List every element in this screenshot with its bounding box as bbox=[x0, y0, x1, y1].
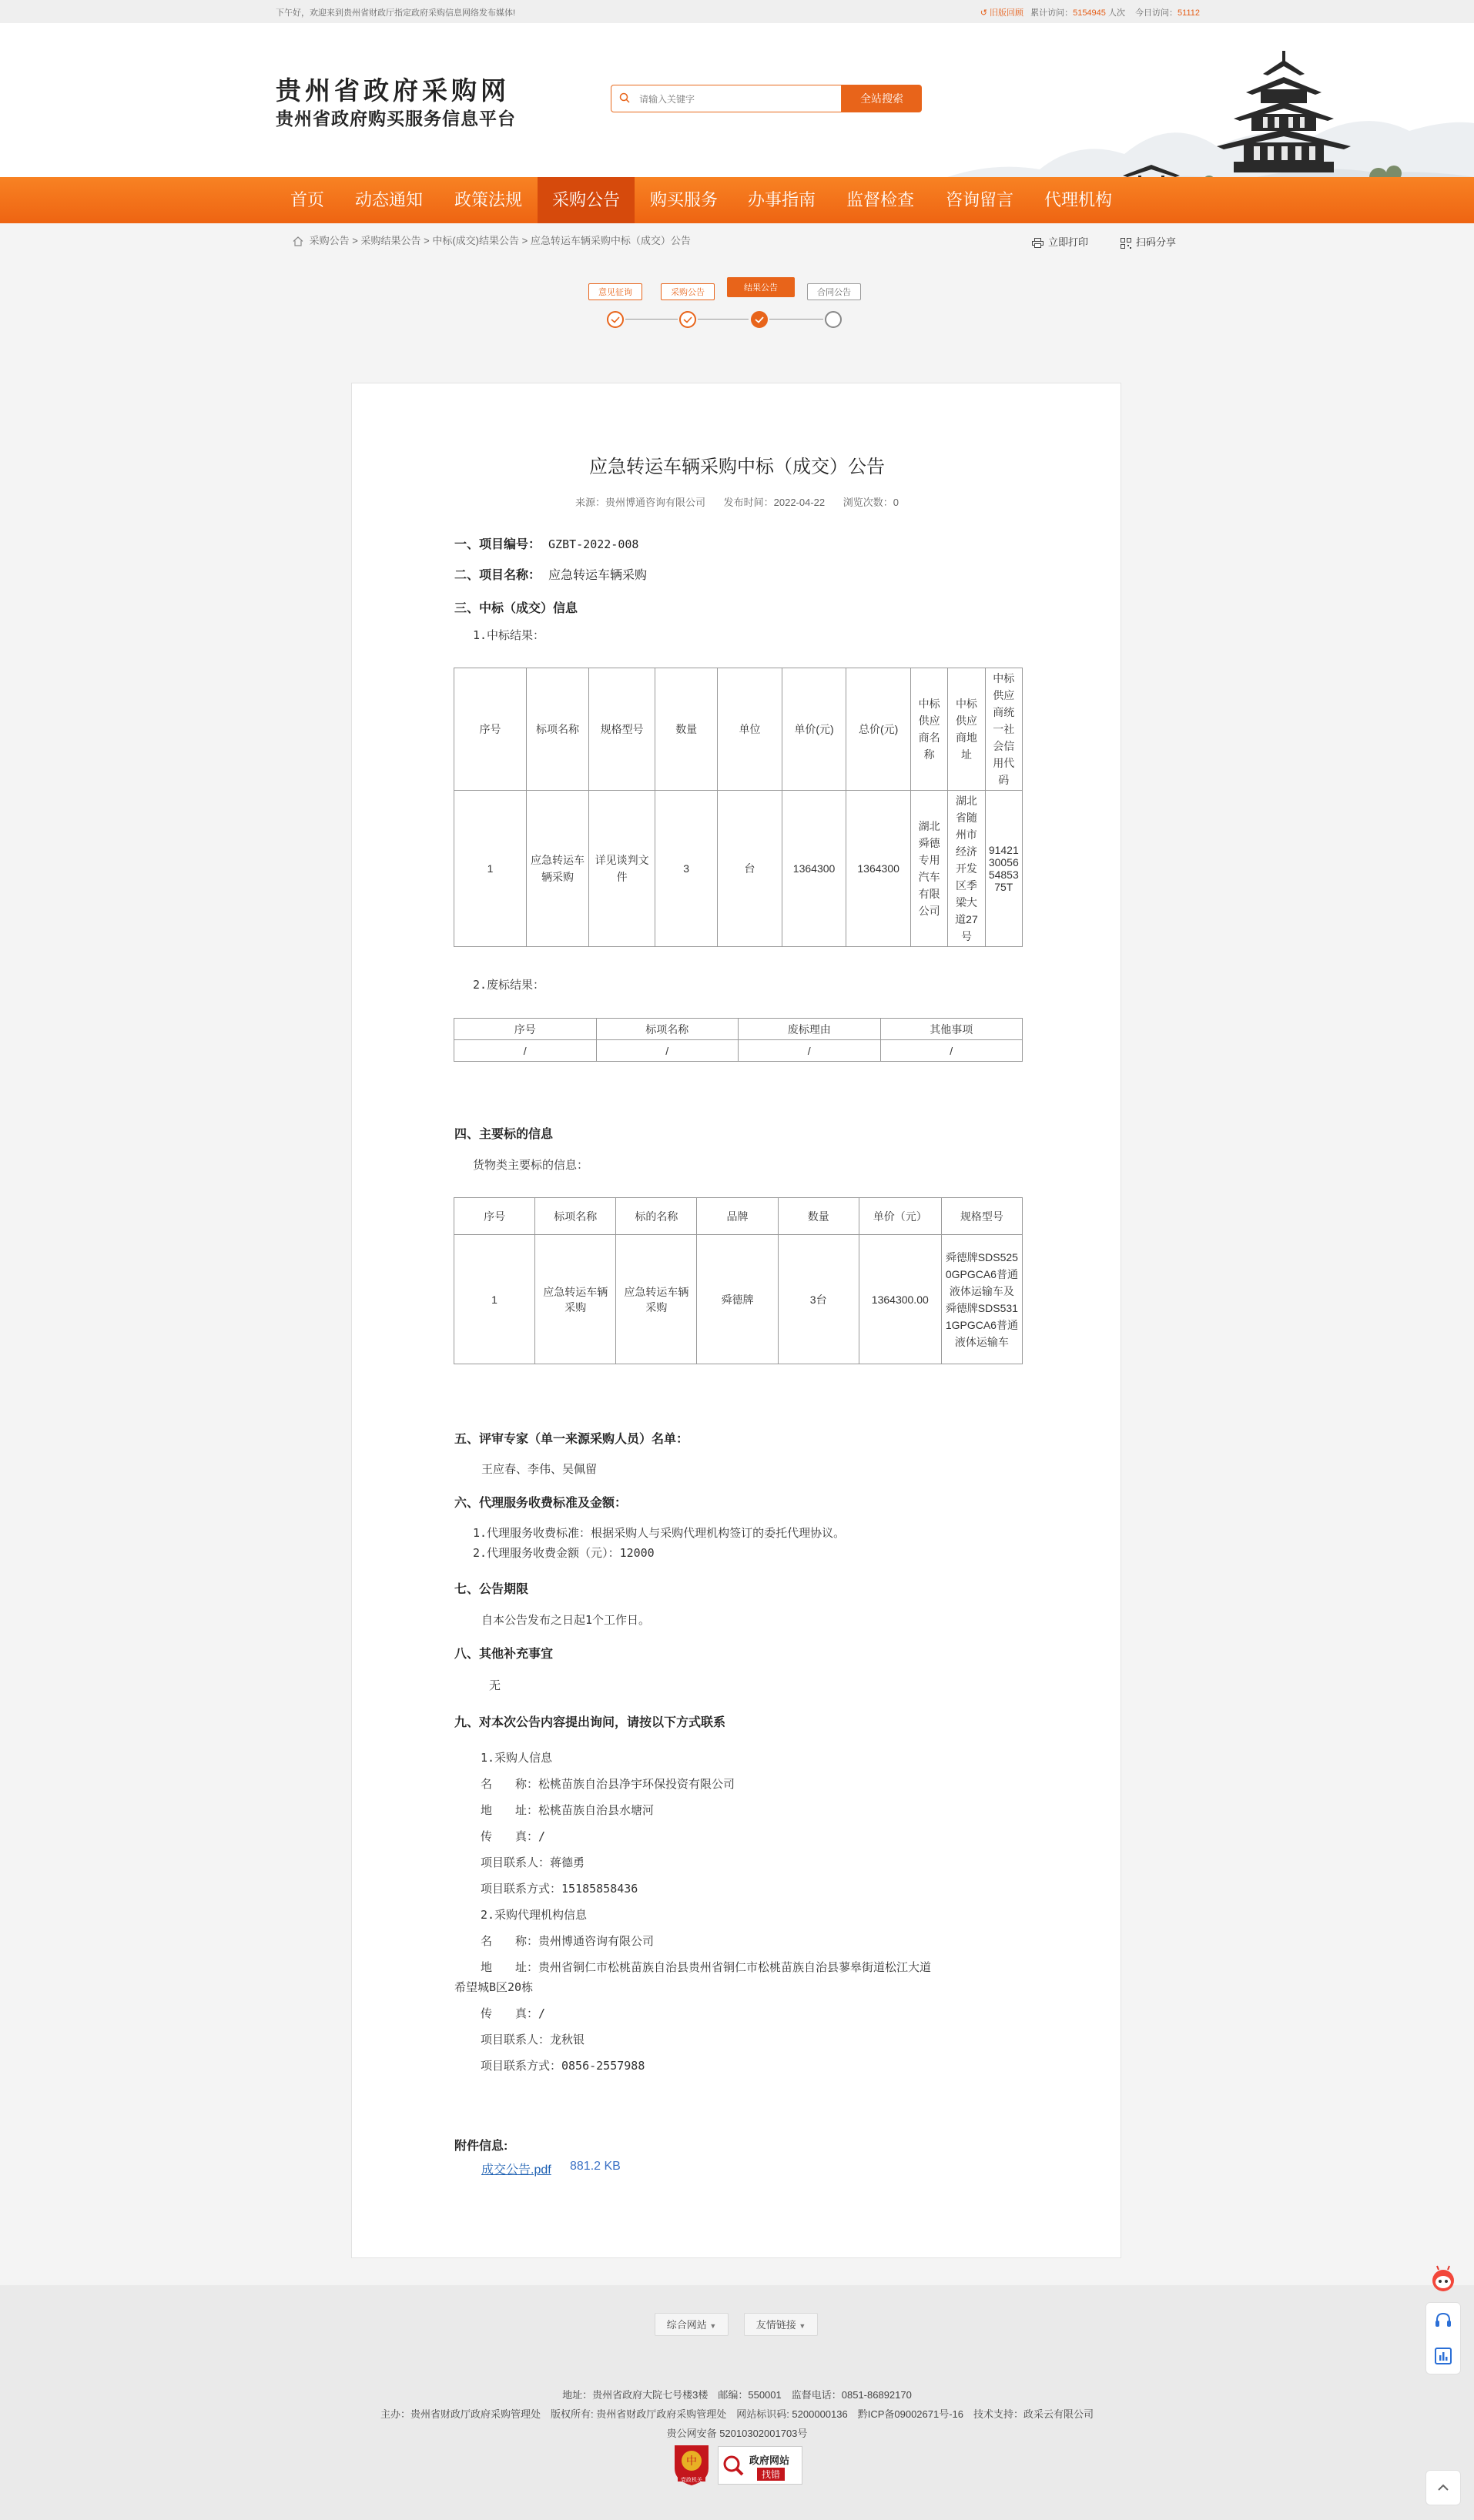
table-header-cell: 总价(元) bbox=[846, 668, 911, 791]
table-header-cell: 标项名称 bbox=[535, 1198, 616, 1235]
breadcrumb-item[interactable]: 中标(成交)结果公告 bbox=[432, 235, 520, 246]
purchaser-contact-person: 项目联系人：蒋德勇 bbox=[481, 1856, 585, 1869]
refresh-icon: ↺ bbox=[980, 8, 987, 18]
site-footer bbox=[0, 2285, 1474, 2520]
article-title: 应急转运车辆采购中标（成交）公告 bbox=[589, 457, 885, 477]
chevron-down-icon: ▼ bbox=[709, 2322, 717, 2330]
robot-icon[interactable] bbox=[1429, 2265, 1457, 2293]
section-award-info: 三、中标（成交）信息 bbox=[454, 602, 578, 615]
nav-item-policies[interactable]: 政策法规 bbox=[454, 190, 522, 209]
agency-fax: 传 真：/ bbox=[481, 2006, 546, 2020]
report-error-badge[interactable] bbox=[718, 2446, 802, 2485]
nav-item-agencies[interactable]: 代理机构 bbox=[1044, 190, 1112, 209]
table-header-cell: 单位 bbox=[718, 668, 782, 791]
breadcrumb-current: 应急转运车辆采购中标（成交）公告 bbox=[530, 235, 691, 246]
table-header-cell: 规格型号 bbox=[589, 668, 655, 791]
attachment-link[interactable]: 成交公告.pdf bbox=[481, 2164, 551, 2177]
table-row bbox=[454, 1040, 1023, 1062]
attachment-size: 881.2 KB bbox=[570, 2160, 621, 2173]
table-header-row bbox=[454, 1198, 1023, 1235]
nav-item-notices[interactable]: 动态通知 bbox=[354, 190, 423, 209]
badge2-bottom: 找错 bbox=[757, 2468, 785, 2481]
total-visits-label: 累计访问： bbox=[1030, 8, 1074, 18]
search-button[interactable]: 全站搜索 bbox=[842, 85, 922, 112]
select-value: 友情链接 bbox=[755, 2319, 796, 2331]
step-check-icon bbox=[607, 311, 624, 328]
failed-bid-table bbox=[454, 1018, 1023, 1062]
footer-police-record: 贵公网安备 52010302001703号 bbox=[666, 2428, 808, 2439]
table-cell: 1364300 bbox=[846, 791, 911, 947]
step-result[interactable]: 结果公告 bbox=[727, 277, 795, 297]
section-contact: 九、对本次公告内容提出询问，请按以下方式联系 bbox=[454, 1716, 726, 1729]
award-result-table bbox=[454, 668, 1023, 947]
today-visits-count: 51112 bbox=[1178, 8, 1200, 18]
article-meta bbox=[352, 494, 1122, 509]
table-header-cell: 序号 bbox=[454, 668, 527, 791]
table-header-cell: 数量 bbox=[778, 1198, 859, 1235]
table-cell: 湖北省随州市经济开发区季梁大道27号 bbox=[948, 791, 985, 947]
table-header-cell: 其他事项 bbox=[880, 1019, 1023, 1040]
table-cell: / bbox=[454, 1040, 597, 1062]
experts-list: 王应春、李伟、吴佩留 bbox=[481, 1462, 598, 1476]
purchaser-fax: 传 真：/ bbox=[481, 1829, 546, 1843]
project-number: GZBT-2022-008 bbox=[548, 537, 639, 551]
total-visits-count: 5154945 bbox=[1073, 8, 1106, 18]
table-cell: 舜德牌SDS5250GPGCA6普通液体运输车及舜德牌SDS5311GPGCA6普通液体运输车 bbox=[941, 1235, 1022, 1364]
table-cell: / bbox=[739, 1040, 881, 1062]
table-cell: 湖北舜德专用汽车有限公司 bbox=[910, 791, 947, 947]
agency-name: 名 称：贵州博通咨询有限公司 bbox=[481, 1934, 655, 1948]
table-header-cell: 中标供应商名称 bbox=[910, 668, 947, 791]
site-header bbox=[0, 23, 1474, 177]
top-bar bbox=[0, 0, 1474, 23]
article-source: 来源：贵州博通咨询有限公司 bbox=[575, 497, 706, 508]
breadcrumb-separator: > bbox=[352, 235, 358, 246]
table-header-row bbox=[454, 1019, 1023, 1040]
share-button[interactable] bbox=[1121, 234, 1176, 249]
section-experts: 五、评审专家（单一来源采购人员）名单： bbox=[454, 1433, 689, 1446]
step-check-icon bbox=[751, 311, 768, 328]
breadcrumb-item[interactable]: 采购结果公告 bbox=[360, 235, 421, 246]
step-connector bbox=[698, 319, 749, 320]
footer-copyright: 主办：贵州省财政厅政府采购管理处 版权所有: 贵州省财政厅政府采购管理处 网站标识码: 5200000136 黔ICP备09002671号-16 技术支持：政采云有限公司 bbox=[380, 2408, 1094, 2420]
section-agency-fee: 六、代理服务收费标准及金额： bbox=[454, 1497, 628, 1510]
section-label: 二、项目名称： bbox=[454, 569, 541, 582]
agency-address: 地 址：贵州省铜仁市松桃苗族自治县贵州省铜仁市松桃苗族自治县蓼皋街道松江大道 bbox=[481, 1960, 932, 1974]
table-cell: 应急转运车辆采购 bbox=[527, 791, 589, 947]
magnifier-icon bbox=[722, 2454, 745, 2477]
floating-toolbar bbox=[1425, 2302, 1461, 2374]
purchaser-address: 地 址：松桃苗族自治县水塘河 bbox=[481, 1803, 655, 1817]
table-header-row bbox=[454, 668, 1023, 791]
table-header-cell: 废标理由 bbox=[739, 1019, 881, 1040]
back-to-top-button[interactable] bbox=[1425, 2470, 1461, 2505]
table-cell: 1 bbox=[454, 791, 527, 947]
section-main-goods: 四、主要标的信息 bbox=[454, 1128, 554, 1141]
project-name: 应急转运车辆采购 bbox=[548, 569, 648, 582]
other-matters-text: 无 bbox=[489, 1678, 501, 1692]
agency-phone: 项目联系方式：0856-2557988 bbox=[481, 2059, 645, 2073]
step-announcement[interactable]: 采购公告 bbox=[661, 283, 715, 300]
goods-info-label: 货物类主要标的信息： bbox=[473, 1158, 589, 1172]
pagoda-illustration bbox=[947, 46, 1474, 177]
search-icon bbox=[619, 92, 630, 103]
headset-icon[interactable] bbox=[1433, 2311, 1453, 2331]
main-nav bbox=[0, 177, 1474, 223]
agency-fee-amount: 2.代理服务收费金额（元）：12000 bbox=[473, 1546, 655, 1560]
main-goods-table bbox=[454, 1197, 1023, 1364]
table-cell: 舜德牌 bbox=[697, 1235, 778, 1364]
visits-unit: 人次 bbox=[1107, 8, 1125, 18]
agency-fee-standard: 1.代理服务收费标准：根据采购人与采购代理机构签订的委托代理协议。 bbox=[473, 1526, 846, 1540]
party-government-badge[interactable] bbox=[673, 2442, 710, 2487]
table-cell: 1364300 bbox=[782, 791, 846, 947]
step-consultation[interactable]: 意见征询 bbox=[588, 283, 642, 300]
breadcrumb-separator: > bbox=[521, 235, 528, 246]
table-cell: / bbox=[596, 1040, 739, 1062]
qrcode-icon bbox=[1121, 238, 1131, 249]
table-header-cell: 数量 bbox=[655, 668, 718, 791]
table-cell: 应急转运车辆采购 bbox=[535, 1235, 616, 1364]
badge2-top: 政府网站 bbox=[749, 2455, 790, 2466]
step-contract[interactable]: 合同公告 bbox=[807, 283, 861, 300]
site-title[interactable]: 贵州省政府采购网 bbox=[276, 76, 510, 105]
badge1-text: 党政机关 bbox=[681, 2478, 702, 2483]
old-version-link[interactable]: 旧版回顾 bbox=[990, 8, 1024, 18]
table-row bbox=[454, 791, 1023, 947]
home-icon[interactable] bbox=[293, 236, 303, 246]
purchaser-phone: 项目联系方式：15185858436 bbox=[481, 1882, 638, 1896]
section-label: 一、项目编号： bbox=[454, 538, 541, 551]
search-input[interactable] bbox=[638, 91, 833, 108]
table-cell: 应急转运车辆采购 bbox=[616, 1235, 697, 1364]
table-cell: 1 bbox=[454, 1235, 535, 1364]
print-label: 立即打印 bbox=[1048, 236, 1089, 248]
table-header-cell: 中标供应商统一社会信用代码 bbox=[985, 668, 1022, 791]
today-visits-label: 今日访问： bbox=[1135, 8, 1178, 18]
purchaser-name: 名 称：松桃苗族自治县净宇环保投资有限公司 bbox=[481, 1777, 735, 1791]
table-header-cell: 标项名称 bbox=[596, 1019, 739, 1040]
arrow-up-icon bbox=[1435, 2480, 1451, 2495]
article-views: 浏览次数：0 bbox=[843, 497, 899, 508]
table-header-cell: 标项名称 bbox=[527, 668, 589, 791]
agency-contact-person: 项目联系人：龙秋银 bbox=[481, 2033, 585, 2046]
site-subtitle: 贵州省政府购买服务信息平台 bbox=[276, 109, 516, 129]
nav-item-consult[interactable]: 咨询留言 bbox=[945, 190, 1013, 209]
table-header-cell: 中标供应商地址 bbox=[948, 668, 985, 791]
purchaser-info-title: 1.采购人信息 bbox=[481, 1751, 553, 1765]
attachment-title: 附件信息: bbox=[454, 2140, 508, 2153]
nav-item-procurement[interactable]: 采购公告 bbox=[538, 177, 635, 223]
print-button[interactable] bbox=[1032, 234, 1088, 249]
search-box bbox=[611, 85, 842, 112]
table-header-cell: 单价(元) bbox=[782, 668, 846, 791]
table-cell: 台 bbox=[718, 791, 782, 947]
agency-address-cont: 希望城B区20栋 bbox=[454, 1980, 534, 1994]
table-cell: 详见谈判文件 bbox=[589, 791, 655, 947]
nav-item-services[interactable]: 购买服务 bbox=[649, 190, 718, 209]
nav-item-supervision[interactable]: 监督检查 bbox=[846, 190, 914, 209]
section-project-name bbox=[454, 565, 647, 583]
notice-period-text: 自本公告发布之日起1个工作日。 bbox=[481, 1613, 651, 1627]
section-notice-period: 七、公告期限 bbox=[454, 1583, 529, 1596]
announcement-article bbox=[351, 383, 1121, 2258]
welcome-text: 下午好，欢迎来到贵州省财政厅指定政府采购信息网络发布媒体! bbox=[276, 8, 516, 18]
article-date: 发布时间：2022-04-22 bbox=[723, 497, 826, 508]
table-header-cell: 序号 bbox=[454, 1019, 597, 1040]
step-connector bbox=[769, 319, 823, 320]
table-cell: 3 bbox=[655, 791, 718, 947]
top-bar-stats bbox=[980, 6, 1200, 18]
table-cell: 91421300565485375T bbox=[985, 791, 1022, 947]
section-project-number bbox=[454, 534, 638, 552]
friendly-links-select[interactable] bbox=[744, 2313, 818, 2336]
chart-icon[interactable] bbox=[1433, 2346, 1453, 2366]
table-cell: 1364300.00 bbox=[859, 1235, 941, 1364]
table-header-cell: 规格型号 bbox=[941, 1198, 1022, 1235]
comprehensive-sites-select[interactable] bbox=[655, 2313, 729, 2336]
step-check-icon bbox=[679, 311, 696, 328]
table-cell: / bbox=[880, 1040, 1023, 1062]
table-header-cell: 单价（元） bbox=[859, 1198, 941, 1235]
svg-text:中: 中 bbox=[686, 2455, 697, 2468]
breadcrumb-item[interactable]: 采购公告 bbox=[309, 235, 350, 246]
nav-item-guide[interactable]: 办事指南 bbox=[747, 190, 816, 209]
failed-bid-label: 2.废标结果： bbox=[473, 978, 545, 992]
table-row bbox=[454, 1235, 1023, 1364]
chevron-down-icon: ▼ bbox=[799, 2322, 806, 2330]
breadcrumb-separator: > bbox=[424, 235, 430, 246]
table-header-cell: 标的名称 bbox=[616, 1198, 697, 1235]
table-cell: 3台 bbox=[778, 1235, 859, 1364]
share-label: 扫码分享 bbox=[1136, 236, 1177, 248]
select-value: 综合网站 bbox=[666, 2319, 707, 2331]
section-other-matters: 八、其他补充事宜 bbox=[454, 1648, 554, 1661]
breadcrumb bbox=[293, 233, 691, 247]
print-icon bbox=[1032, 238, 1044, 248]
step-pending-icon bbox=[825, 311, 842, 328]
table-header-cell: 品牌 bbox=[697, 1198, 778, 1235]
step-connector bbox=[625, 319, 678, 320]
table-header-cell: 序号 bbox=[454, 1198, 535, 1235]
agency-info-title: 2.采购代理机构信息 bbox=[481, 1908, 588, 1922]
nav-item-home[interactable]: 首页 bbox=[290, 190, 324, 209]
footer-address: 地址：贵州省政府大院七号楼3楼 邮编：550001 监督电话：0851-86892170 bbox=[562, 2389, 912, 2401]
award-result-label: 1.中标结果： bbox=[473, 628, 545, 642]
